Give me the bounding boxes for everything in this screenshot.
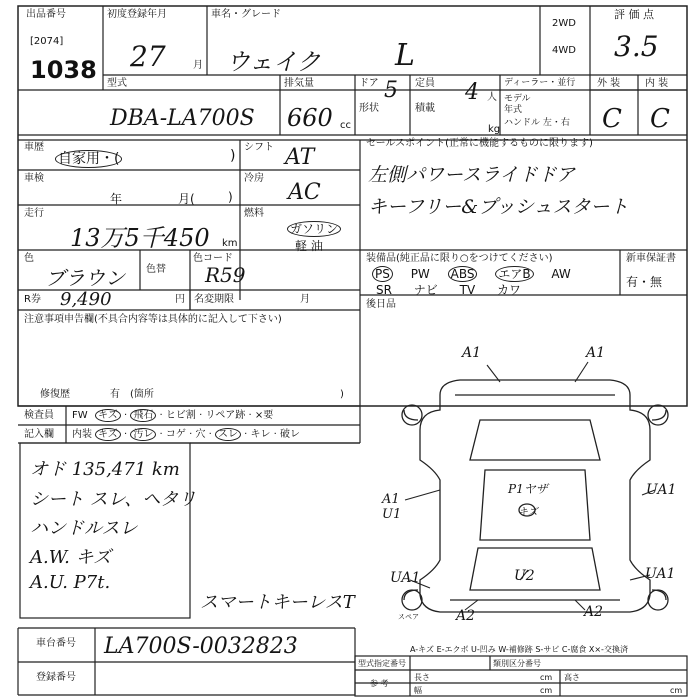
warranty-label: 新車保証書: [626, 253, 676, 264]
inspection-label: 車検: [24, 173, 44, 184]
score-label: 評 価 点: [614, 8, 654, 21]
remark-3: A.W. キズ: [30, 547, 112, 568]
color-code-label: 色コード: [193, 253, 233, 264]
fw-item-0: キズ: [95, 409, 121, 422]
lot-sub: [2074]: [30, 36, 64, 47]
notes-label: 注意事項申告欄(不具合内容等は具体的に記入して下さい): [24, 314, 282, 325]
fw-item-2: ヒビ割: [165, 410, 196, 421]
remark-0: オド 135,471 km: [30, 459, 180, 480]
drive-4wd: 4WD: [552, 45, 576, 56]
name-change-label: 名変期限: [194, 294, 234, 305]
remark-2: ハンドルスレ: [30, 518, 138, 539]
sales-label: セールスポイント(正常に機能するものに限ります): [366, 138, 593, 149]
fw-label: FW: [72, 410, 88, 421]
diagram-mark-2: A1 U1: [382, 492, 402, 522]
equip-navi: ナビ: [413, 283, 438, 297]
chassis-label: 車台番号: [36, 638, 76, 649]
car-name: ウェイク: [226, 48, 321, 76]
model-year-label: モデル年式: [504, 94, 531, 115]
handle-label: ハンドル 左・右: [504, 118, 570, 128]
lot-label: 出品番号: [26, 9, 66, 20]
fuel-light-oil: 軽 油: [295, 239, 323, 253]
kg-unit: kg: [488, 124, 501, 135]
diagram-mark-6: U2: [514, 568, 535, 584]
mileage-value: 13万5千450: [70, 224, 210, 252]
color-change-label: 色替: [146, 264, 166, 275]
entry-label: 記入欄: [24, 429, 54, 440]
fuel-gasoline: ガソリン: [287, 220, 341, 237]
fw-items: キズ · 飛石 · ヒビ割 · リペア跡 · ×要: [95, 410, 273, 421]
first-reg-label: 初度登録年月: [107, 9, 167, 20]
fw-item-3: リペア跡: [205, 410, 246, 421]
diagram-mark-3: P1ヤザ: [508, 482, 548, 496]
score: 3.5: [614, 30, 659, 63]
equip-pw: PW: [410, 267, 430, 281]
equip-ps: PS: [372, 266, 393, 282]
repair-label: 修復歴: [40, 389, 70, 400]
cc-unit: cc: [340, 120, 351, 131]
displacement-label: 排気量: [284, 78, 314, 89]
type-cat-label: 型式指定番号: [358, 659, 406, 668]
recycle-value: 9,490: [60, 289, 112, 310]
repair-close: ): [340, 389, 344, 400]
inspector-label: 検査員: [24, 410, 54, 421]
capacity: 4: [465, 80, 479, 105]
spare-label: スペア: [398, 613, 419, 621]
doors-label: ドア: [359, 78, 379, 89]
color-value: ブラウン: [45, 266, 125, 290]
exterior-grade: C: [602, 104, 622, 134]
later-label: 後日品: [366, 299, 396, 310]
interior-item-5: キレ: [250, 429, 271, 440]
class-label: 類別区分番号: [493, 659, 541, 668]
shift-value: AT: [285, 145, 315, 170]
equipment-label: 装備品(純正品に限り○をつけてください): [366, 253, 553, 264]
doors: 5: [384, 78, 398, 103]
remark-4: A.U. P7t.: [30, 572, 111, 593]
interior-item-1: 汚レ: [130, 428, 156, 441]
cm-unit-3: cm: [670, 686, 683, 695]
recycle-label: R券: [24, 294, 41, 305]
yen-unit: 円: [175, 294, 185, 305]
interior-item-4: スレ: [215, 428, 241, 441]
capacity-label: 定員: [415, 78, 435, 89]
width-label: 幅: [414, 686, 422, 695]
height-label: 高さ: [564, 673, 580, 682]
interior-item-6: 破レ: [280, 429, 300, 440]
type-label: 型式: [107, 78, 127, 89]
shift-label: シフト: [244, 142, 274, 153]
usage-close: ): [230, 148, 236, 164]
equip-leather: カワ: [497, 283, 522, 297]
repair-location: (箇所: [130, 389, 154, 400]
remark-right: スマートキーレスT: [200, 592, 355, 613]
repair-yes: 有: [110, 389, 120, 400]
displacement: 660: [287, 104, 333, 132]
month-suffix: 月: [193, 60, 203, 71]
equip-airbag: エアB: [495, 266, 533, 282]
person-unit: 人: [487, 92, 497, 103]
aircon-value: AC: [288, 180, 321, 205]
inspection-month: 月(: [178, 192, 195, 206]
diagram-mark-5: UA1: [646, 482, 677, 498]
interior-row-label: 内装: [72, 429, 92, 440]
diagram-mark-9: A2: [456, 608, 476, 624]
load-label: 積載: [415, 103, 435, 114]
model-grade-label: 車名・グレード: [211, 9, 281, 20]
cm-unit-2: cm: [540, 686, 553, 695]
equipment-row1: [372, 265, 571, 282]
fw-item-1: 飛石: [130, 409, 156, 422]
usage-label: 車歴: [24, 142, 44, 153]
dealer-label: ディーラー・並行: [504, 78, 576, 88]
usage-value: 自家用・(: [55, 148, 122, 168]
inspection-year: 年: [110, 192, 123, 206]
exterior-label: 外 装: [597, 78, 621, 89]
diagram-mark-1: A1: [586, 345, 606, 361]
km-unit: km: [222, 238, 238, 249]
sales-point-0: 左側パワースライドドア: [368, 164, 575, 186]
equip-tv: TV: [459, 283, 476, 297]
shape-label: 形状: [359, 103, 379, 114]
lot-number: 1038: [30, 56, 97, 84]
warranty-value: 有・無: [626, 275, 663, 289]
drive-2wd: 2WD: [552, 18, 576, 29]
chassis-value: LA700S-0032823: [104, 634, 298, 659]
fuel-label: 燃料: [244, 208, 264, 219]
interior-label: 内 装: [645, 78, 669, 89]
registration-label: 登録番号: [36, 672, 76, 683]
length-label: 長さ: [414, 673, 430, 682]
name-change-month: 月: [300, 294, 310, 305]
equip-abs: ABS: [448, 266, 478, 282]
damage-legend: A-キズ E-エクボ U-凹み W-補修跡 S-サビ C-腐食 X×-交換済: [410, 645, 628, 654]
ref-label: 参 考: [370, 679, 389, 688]
equip-aw: AW: [551, 267, 571, 281]
diagram-mark-0: A1: [462, 345, 482, 361]
diagram-mark-10: A2: [584, 604, 604, 620]
color-code: R59: [205, 263, 246, 287]
inspection-close: ): [228, 190, 233, 204]
interior-grade: C: [650, 104, 670, 134]
grade: L: [395, 38, 415, 73]
sales-point-1: キーフリー&プッシュスタート: [368, 196, 629, 218]
color-label: 色: [24, 253, 34, 264]
remark-1: シート スレ、ヘタリ: [30, 489, 197, 510]
first-reg-year: 27: [130, 40, 166, 73]
fw-item-4: ×要: [254, 410, 274, 421]
aircon-label: 冷房: [244, 173, 264, 184]
equip-sr: SR: [376, 283, 392, 297]
diagram-mark-4: キズ: [518, 507, 538, 518]
diagram-mark-7: UA1: [645, 566, 676, 582]
mileage-label: 走行: [24, 208, 44, 219]
interior-item-3: 穴: [195, 429, 206, 440]
equipment-row2: [376, 281, 521, 298]
cm-unit-1: cm: [540, 673, 553, 682]
interior-item-2: コゲ: [165, 429, 186, 440]
interior-items: キズ · 汚レ · コゲ · 穴 · スレ · キレ · 破レ: [95, 429, 300, 440]
type-code: DBA-LA700S: [110, 106, 255, 131]
interior-item-0: キズ: [95, 428, 121, 441]
diagram-mark-8: UA1: [390, 570, 421, 586]
